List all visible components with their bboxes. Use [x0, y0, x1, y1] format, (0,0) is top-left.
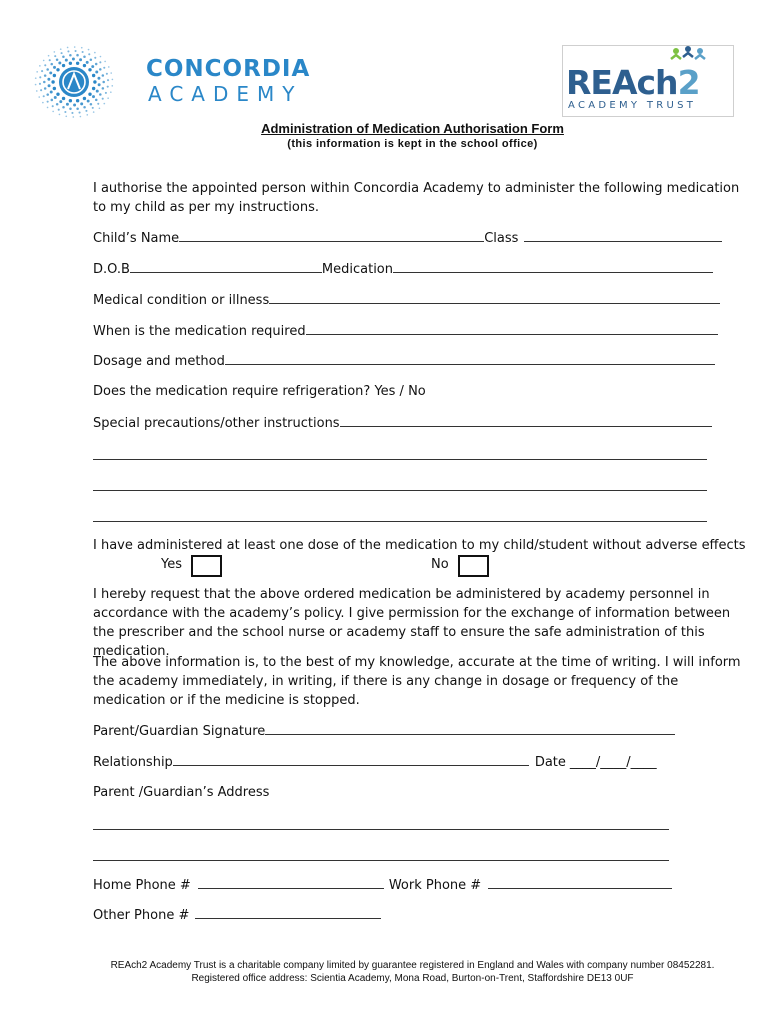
condition-label: Medical condition or illness	[93, 293, 270, 308]
condition-row	[93, 290, 720, 310]
signature-label: Parent/Guardian Signature	[93, 724, 266, 739]
concordia-wordmark: CONCORDIA	[146, 56, 311, 82]
refrigeration-question: Does the medication require refrigeration? Yes / No	[93, 384, 426, 399]
precautions-row	[93, 413, 712, 433]
inform-paragraph: The above information is, to the best of my knowledge, accurate at the time of writing. I will inform the academy immediately, in writing, if there is any change in dosage or frequency of the medication or if the medicine is stopped.	[93, 655, 741, 708]
dob-label: D.O.B	[93, 262, 130, 277]
dosage-line[interactable]	[225, 351, 715, 365]
dosage-label: Dosage and method	[93, 354, 225, 369]
no-label: No	[431, 557, 449, 572]
academy-wordmark: ACADEMY	[148, 82, 303, 106]
class-label: Class	[484, 231, 519, 246]
instructions-line-3[interactable]	[93, 508, 707, 522]
yes-checkbox[interactable]	[191, 555, 222, 577]
footer-registered-address: Registered office address: Scientia Academy, Mona Road, Burton-on-Trent, Staffordshire DE13 0UF	[191, 973, 634, 984]
dob-line[interactable]	[130, 259, 322, 273]
childs-name-row	[93, 228, 722, 248]
condition-line[interactable]	[269, 290, 720, 304]
instructions-line-2[interactable]	[93, 477, 707, 491]
medication-label: Medication	[321, 262, 393, 277]
administered-statement: I have administered at least one dose of the medication to my child/student without adverse effects	[93, 538, 746, 553]
other-phone-label: Other Phone #	[93, 908, 190, 923]
academy-trust-wordmark: ACADEMY TRUST	[568, 100, 697, 111]
childs-name-label: Child’s Name	[93, 231, 180, 246]
dob-row	[93, 259, 713, 279]
signature-line[interactable]	[265, 721, 675, 735]
intro-paragraph: I authorise the appointed person within Concordia Academy to administer the following medication to my child as per my instructions.	[93, 181, 740, 215]
medication-line[interactable]	[393, 259, 713, 273]
other-phone-line[interactable]	[195, 905, 381, 919]
yes-label: Yes	[161, 557, 182, 572]
other-phone-row	[93, 905, 381, 925]
dosage-row	[93, 351, 715, 371]
instructions-line-1[interactable]	[93, 446, 707, 460]
when-required-line[interactable]	[306, 321, 718, 335]
concordia-dots-emblem-icon	[28, 42, 120, 122]
date-label: Date	[534, 755, 566, 770]
relationship-row	[93, 752, 657, 772]
precautions-line[interactable]	[340, 413, 712, 427]
address-line-2[interactable]	[93, 847, 669, 861]
childs-name-line[interactable]	[179, 228, 484, 242]
address-line-1[interactable]	[93, 816, 669, 830]
form-title: Administration of Medication Authorisation Form	[261, 121, 564, 136]
form-subtitle: (this information is kept in the school office)	[287, 138, 538, 150]
relationship-label: Relationship	[93, 755, 173, 770]
when-required-label: When is the medication required	[93, 324, 306, 339]
footer-company-info: REAch2 Academy Trust is a charitable company limited by guarantee registered in England and Wales with company number 08452281.	[110, 960, 715, 971]
signature-row	[93, 721, 675, 741]
reach2-wordmark: REAch2	[566, 63, 700, 102]
address-label: Parent /Guardian’s Address	[93, 785, 270, 800]
class-line[interactable]	[524, 228, 722, 242]
concordia-academy-logo	[28, 42, 338, 122]
reach2-academy-trust-logo	[562, 45, 734, 117]
precautions-label: Special precautions/other instructions	[93, 416, 340, 431]
work-phone-line[interactable]	[488, 875, 672, 889]
when-required-row	[93, 321, 718, 341]
date-blank[interactable]: ____/____/____	[569, 755, 657, 770]
home-phone-label: Home Phone #	[93, 878, 191, 893]
phone-row	[93, 875, 672, 895]
request-paragraph: I hereby request that the above ordered medication be administered by academy personnel in accordance with the academy’s policy. I give permission for the exchange of information between the prescriber and the school nurse or academy staff to ensure the safe administration of this medication.	[93, 587, 731, 659]
relationship-line[interactable]	[173, 752, 529, 766]
home-phone-line[interactable]	[198, 875, 384, 889]
work-phone-label: Work Phone #	[388, 878, 482, 893]
no-checkbox[interactable]	[458, 555, 489, 577]
